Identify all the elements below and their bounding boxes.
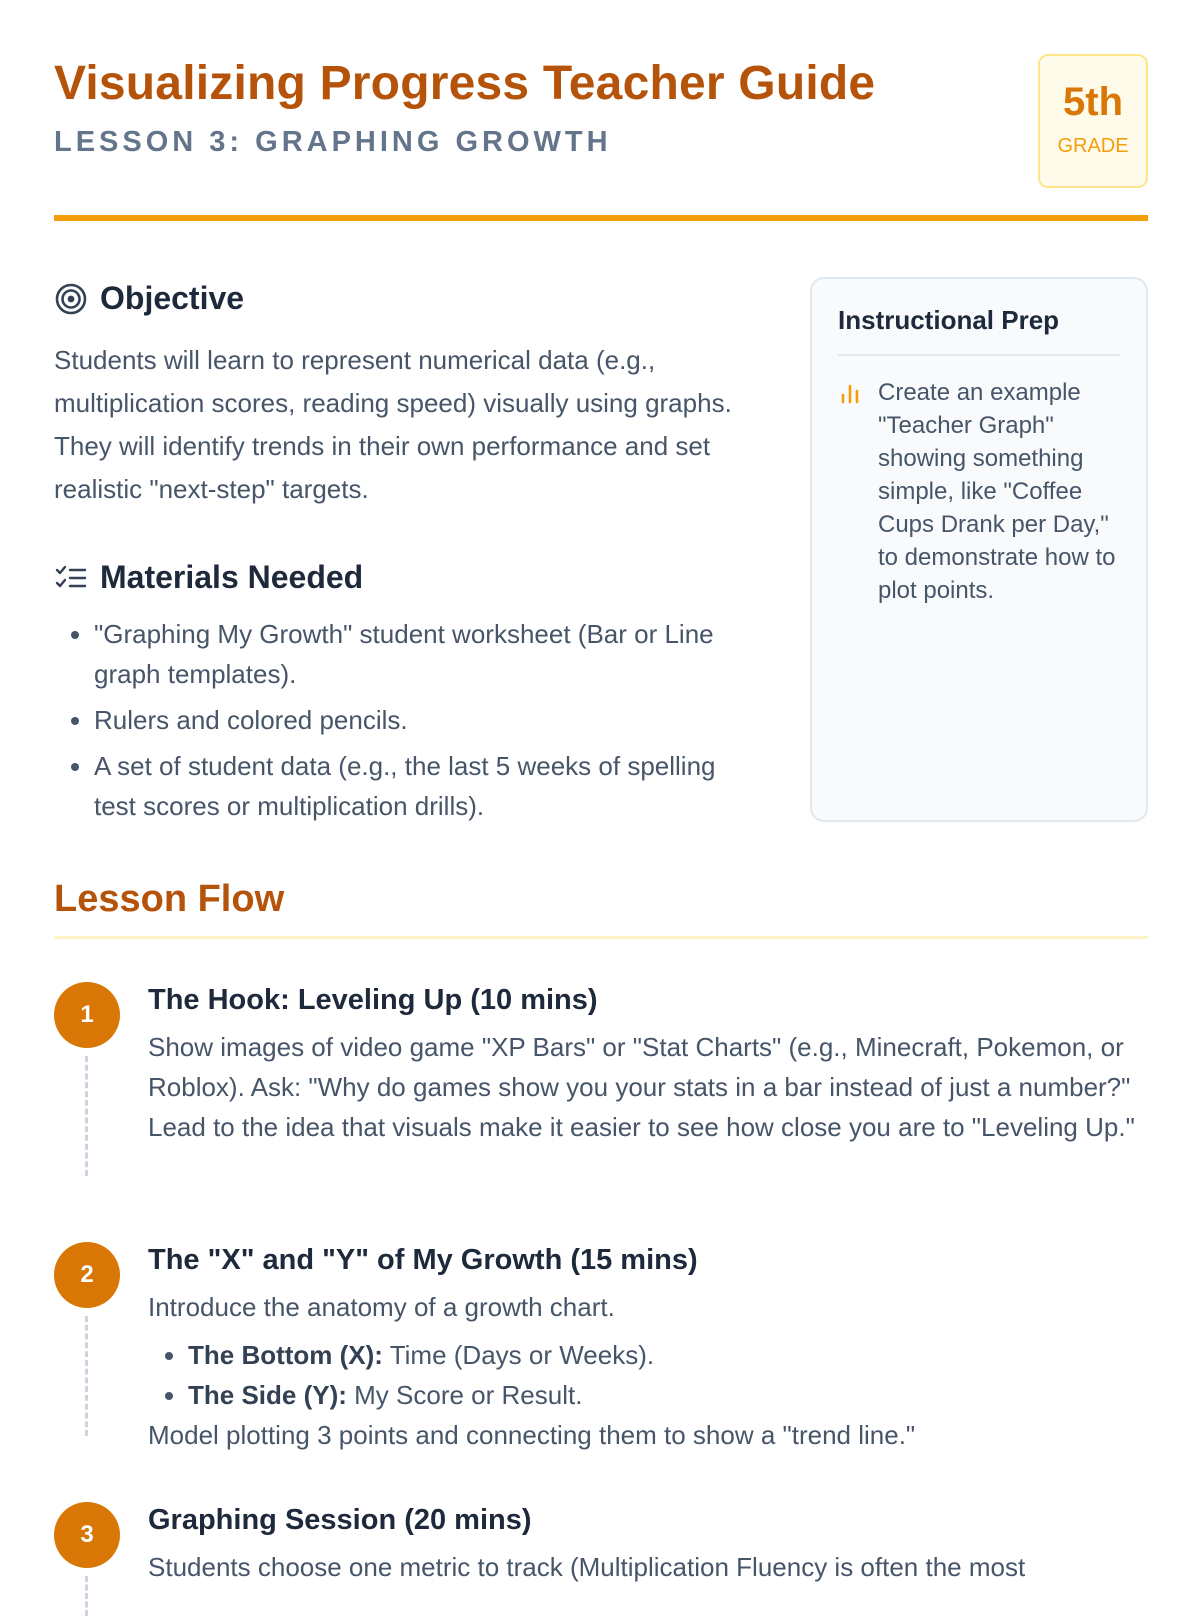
header <box>54 0 1148 222</box>
step-title: The "X" and "Y" of My Growth (15 mins) <box>148 1244 698 1276</box>
step-outro: Model plotting 3 points and connecting them to show a "trend line." <box>148 1420 916 1450</box>
step-intro: Introduce the anatomy of a growth chart. <box>148 1292 615 1322</box>
page-title: Visualizing Progress Teacher Guide <box>54 57 876 110</box>
checklist-icon <box>54 561 88 595</box>
materials-heading <box>54 559 754 596</box>
grade-number: 5th <box>1063 80 1123 124</box>
grade-label: GRADE <box>1057 135 1129 157</box>
materials-heading-label: Materials Needed <box>100 559 364 595</box>
list-item: • "Graphing My Growth" student worksheet (Bar or Line graph templates). <box>94 614 754 694</box>
step-title: The Hook: Leveling Up (10 mins) <box>148 984 598 1016</box>
grade-badge <box>1038 54 1148 188</box>
bullet-label: The Side (Y): <box>188 1380 347 1410</box>
lesson-subtitle: LESSON 3: GRAPHING GROWTH <box>54 126 612 158</box>
lesson-flow-heading: Lesson Flow <box>54 878 285 920</box>
step-text: Students choose one metric to track (Multiplication Fluency is often the most <box>148 1552 1026 1582</box>
step-connector <box>85 1316 88 1436</box>
step-body <box>148 1242 1148 1455</box>
step-text: Show images of video game "XP Bars" or "Stat Charts" (e.g., Minecraft, Pokemon, or Roblox). Ask: "Why do games show you your stats in a bar instead of just a number?" Lead to the idea that visuals make it easier to see how close you are to "Leveling Up." <box>148 1032 1135 1142</box>
step-title: Graphing Session (20 mins) <box>148 1504 532 1536</box>
objective-heading-label: Objective <box>100 280 245 316</box>
list-item <box>188 1375 1148 1415</box>
target-icon <box>54 282 88 316</box>
step-number-badge: 1 <box>54 982 120 1048</box>
list-item <box>188 1335 1148 1375</box>
bullet-text: Time (Days or Weeks). <box>382 1340 655 1370</box>
teacher-guide-page <box>54 0 1148 1582</box>
lesson-flow-divider <box>54 936 1148 939</box>
step-number-badge: 3 <box>54 1502 120 1568</box>
list-item: • Rulers and colored pencils. <box>94 700 754 740</box>
prep-text: Create an example "Teacher Graph" showing something simple, like "Coffee Cups Drank per Day," to demonstrate how to plot points. <box>878 379 1116 604</box>
prep-item <box>838 376 1120 607</box>
step-bullet-list <box>148 1335 1148 1415</box>
step-connector <box>85 1576 88 1616</box>
list-item: • A set of student data (e.g., the last 5 weeks of spelling test scores or multiplication drills). <box>94 746 754 826</box>
bar-chart-icon <box>838 380 864 406</box>
bullet-label: The Bottom (X): <box>188 1340 383 1370</box>
objective-materials-column <box>54 280 754 832</box>
step-number-badge: 2 <box>54 1242 120 1308</box>
instructional-prep-card <box>810 277 1148 822</box>
step-body <box>148 1502 1148 1587</box>
step-body <box>148 982 1148 1147</box>
header-divider <box>54 215 1148 221</box>
bullet-text: My Score or Result. <box>346 1380 583 1410</box>
materials-list <box>54 614 754 826</box>
objective-text: Students will learn to represent numerical data (e.g., multiplication scores, reading speed) visually using graphs. They will identify trends in their own performance and set realistic "next-step" targets. <box>54 345 732 504</box>
prep-title: Instructional Prep <box>838 305 1120 356</box>
objective-heading <box>54 280 754 317</box>
step-connector <box>85 1056 88 1176</box>
